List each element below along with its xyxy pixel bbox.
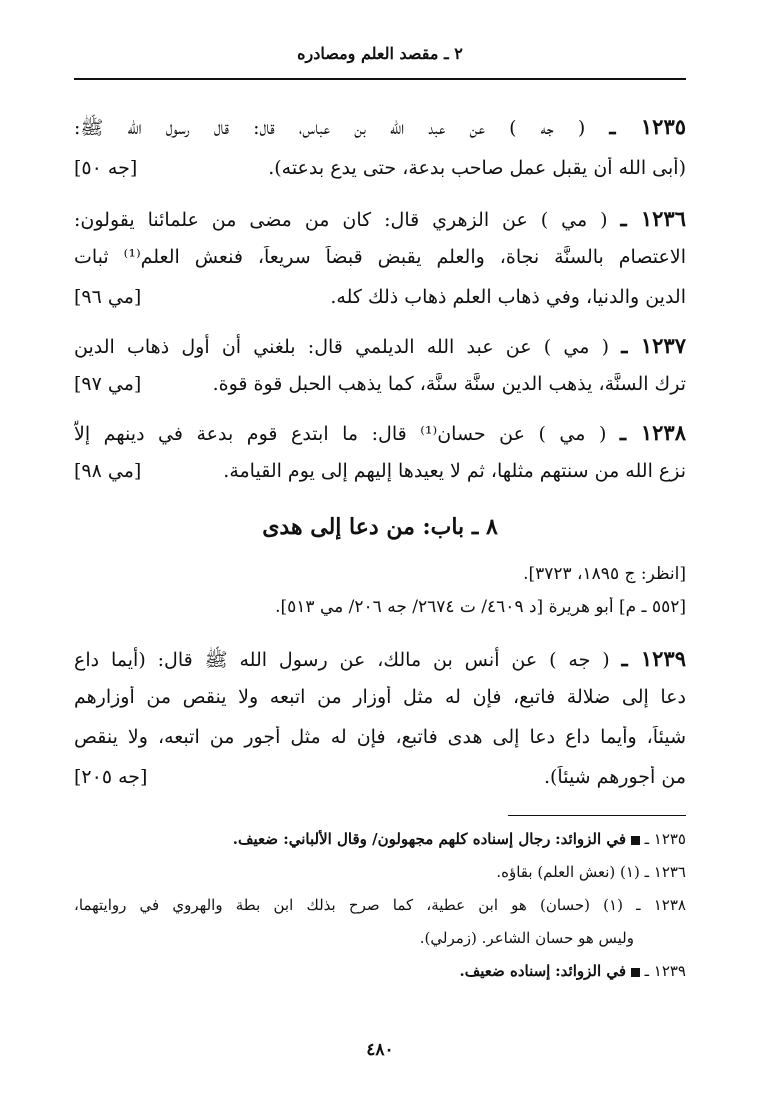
see-also-reference: [انظر: ج ١٨٩٥، ٣٧٢٣]. — [523, 564, 686, 584]
hadith-1237-line-1: ١٢٣٧ ـ ( مي ) عن عبد الله الديلمي قال: بلغني أن أول ذهاب الدين — [74, 333, 686, 358]
chapter-source: [٥٥٢ ـ م] أبو هريرة [د ٤٦٠٩/ ت ٢٦٧٤/ جه ٢٠٦/ مي ٥١٣]. — [275, 597, 686, 617]
square-bullet-icon — [631, 836, 640, 845]
hadith-1238-line-1: ١٢٣٨ ـ ( مي ) عن حسان⁽¹⁾ قال: ما ابتدع قوم بدعة في دينهم إلاَّ — [74, 420, 686, 445]
chapter-title: ٨ ـ باب: من دعا إلى هدى — [262, 514, 498, 540]
source-reference: [جه ٥٠] — [74, 157, 138, 179]
square-bullet-icon — [631, 968, 640, 977]
footnote-1236: ١٢٣٦ ـ (١) (نعش العلم) بقاؤه. — [496, 863, 686, 881]
hadith-1236-line-3: الدين والدنيا، وفي ذهاب العلم ذهاب ذلك كله. [مي ٩٦] — [74, 286, 686, 308]
header-rule — [74, 78, 686, 80]
hadith-number: ١٢٣٥ ـ — [609, 114, 686, 139]
hadith-number: ١٢٣٦ ـ — [620, 206, 686, 231]
footnote-1238-line-1: ١٢٣٨ ـ (١) (حسان) هو ابن عطية، كما صرح بذلك ابن بطة والهروي في روايتهما، — [74, 896, 686, 914]
footnote-rule — [508, 815, 686, 816]
footnote-1239: ١٢٣٩ ـ في الزوائد: إسناده ضعيف. — [459, 962, 686, 980]
source-reference: [مي ٩٧] — [74, 373, 142, 395]
hadith-1235-line-1: ١٢٣٥ ـ ( جه ) عن عبد الله بن عباس، قال: قال رسول الله ﷺ: — [74, 114, 686, 139]
hadith-1239-line-2: دعا إلى ضلالة فاتبع، فإن له مثل أوزار من اتبعه ولا ينقص من أوزارهم — [74, 686, 686, 708]
hadith-number: ١٢٣٨ ـ — [619, 420, 686, 445]
footnote-1235: ١٢٣٥ ـ في الزوائد: رجال إسناده كلهم مجهولون/ وقال الألباني: ضعيف. — [232, 830, 686, 848]
hadith-1239-line-4: من أجورهم شيئاً). [جه ٢٠٥] — [74, 766, 686, 788]
footnote-1238-line-2: وليس هو حسان الشاعر. (زمرلي). — [419, 929, 634, 947]
hadith-number: ١٢٣٩ ـ — [621, 646, 686, 671]
hadith-1237-line-2: ترك السنَّة، يذهب الدين سنَّة سنَّة، كما يذهب الحبل قوة قوة. [مي ٩٧] — [74, 373, 686, 395]
hadith-1239-line-3: شيئاً، وأيما داع دعا إلى هدى فاتبع، فإن له مثل أجور من اتبعه، ولا ينقص — [74, 726, 686, 748]
source-reference: [مي ٩٨] — [74, 460, 142, 482]
hadith-number: ١٢٣٧ ـ — [621, 333, 686, 358]
page-number: ٤٨٠ — [366, 1040, 394, 1060]
hadith-1239-line-1: ١٢٣٩ ـ ( جه ) عن أنس بن مالك، عن رسول الله ﷺ قال: (أيما داع — [74, 646, 686, 671]
running-head: ٢ ـ مقصد العلم ومصادره — [297, 44, 463, 63]
hadith-1238-line-2: نزع الله من سنتهم مثلها، ثم لا يعيدها إليهم إلى يوم القيامة. [مي ٩٨] — [74, 460, 686, 482]
hadith-1236-line-1: ١٢٣٦ ـ ( مي ) عن الزهري قال: كان من مضى من علمائنا يقولون: — [74, 206, 686, 231]
hadith-1236-line-2: الاعتصام بالسنَّة نجاة، والعلم يقبض قبضاً سريعاً، فنعش العلم⁽¹⁾ ثبات — [74, 246, 686, 268]
hadith-1235-line-2: (أبى الله أن يقبل عمل صاحب بدعة، حتى يدع بدعته). [جه ٥٠] — [74, 157, 686, 179]
source-reference: [مي ٩٦] — [74, 286, 142, 308]
source-reference: [جه ٢٠٥] — [74, 766, 148, 788]
